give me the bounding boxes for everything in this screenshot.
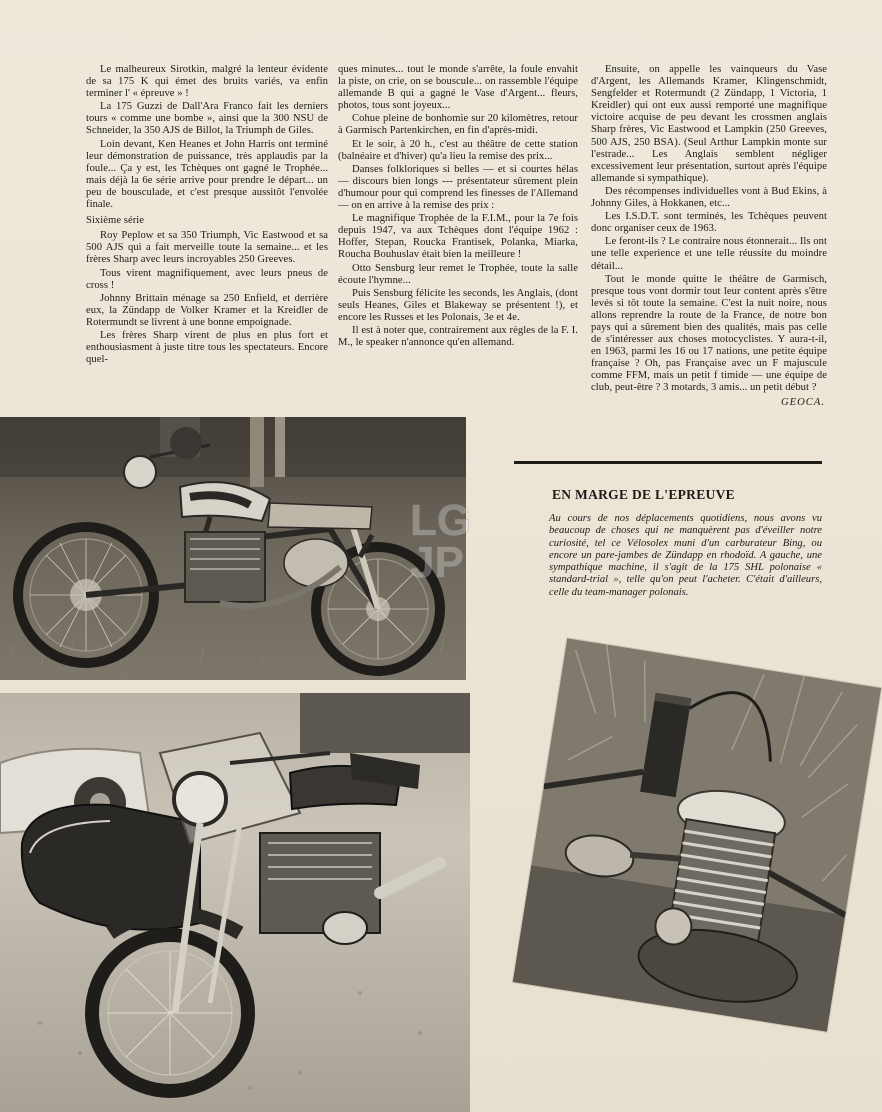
sidebar-title: EN MARGE DE L'EPREUVE xyxy=(552,487,735,502)
paragraph: Il est à noter que, contrairement aux règles de la F. I. M., le speaker n'annonce qu'en allemand. xyxy=(338,324,578,349)
article-column-2 xyxy=(338,64,578,350)
section-divider xyxy=(514,461,822,464)
paragraph: Les I.S.D.T. sont terminés, les Tchèques peuvent donc organiser ceux de 1963. xyxy=(591,211,827,235)
motorcycle-photo xyxy=(0,417,466,680)
article-column-1 xyxy=(86,64,328,367)
paragraph: Puis Sensburg félicite les seconds, les Anglais, (dont seuls Heanes, Giles et Blakeway se présentent !), et encore les Russes et les Polonais, 3e et 4e. xyxy=(338,287,578,323)
paragraph: Le magnifique Trophée de la F.I.M., pour la 7e fois depuis 1947, va aux Tchèques dont l'équipe 1962 : Hoffer, Stepan, Roucka Frantisek, Polanka, Miarka, Roucha Bouhuslav était bien la meilleure ! xyxy=(338,213,578,261)
paragraph: Cohue pleine de bonhomie sur 20 kilomètres, retour à Garmisch Partenkirchen, en fin d'après-midi. xyxy=(338,113,578,137)
paragraph: ques minutes... tout le monde s'arrête, la foule envahit la piste, on crie, on se bouscule... on rassemble l'équipe allemande B qui a gagné le Vase d'Argent... fleurs, photos, tous sont joyeux... xyxy=(338,64,578,112)
paragraph: Tous virent magnifiquement, avec leurs pneus de cross ! xyxy=(86,267,328,291)
paragraph: Les frères Sharp virent de plus en plus fort et enthousiasment à juste titre tous les spectateurs. Encore quel- xyxy=(86,329,328,366)
photo-frame xyxy=(498,645,882,1052)
paragraph: Des récompenses individuelles vont à Bud Ekins, à Johnny Giles, à Hokkanen, etc... xyxy=(591,185,827,210)
watermark-logo: LG JP xyxy=(410,496,472,587)
paragraph: Johnny Brittain ménage sa 250 Enfield, et derrière eux, la Zündapp de Volker Kramer et la Kreidler de Rotermundt se livrent à une bonne empoignade. xyxy=(86,292,328,328)
article-column-3 xyxy=(591,64,827,410)
paragraph: Ensuite, on appelle les vainqueurs du Vase d'Argent, les Allemands Kramer, Klingenschmidt, Sengfelder et Rotermundt (2 Zündapp, 1 Victoria, 1 Kreidler) qui ont eux aussi remporté une magnifique victoire acquise de peu devant les crossmen anglais Sharp frères, Vic Eastwood et Lampkin (250 Greeves, 500 AJS, 250 BSA). (Seul Arthur Lampkin monte sur l'estrade... Les Anglais semblent négliger excessivement leur présentation, surtout après l'équipe allemande si sympathique). xyxy=(591,64,827,184)
paragraph: Danses folkloriques si belles — et si courtes hélas — discours bien longs --- présentateur sûrement plein d'humour pour qui comprend les finesses de l'Allemand — on en arrive à la remise des prix : xyxy=(338,163,578,212)
paragraph: Tout le monde quitte le théâtre de Garmisch, presque tous vont dormir tout leur content après s'être levés si tôt toute la semaine. C'est la nuit noire, nous allons reprendre la route de la France, de notre bon pays qui a sûrement bien des qualités, mais pas celle de s'intéresser aux choses motocyclistes. Y aura-t-il, en 1963, parmi les 16 ou 17 nations, une petite équipe française ? Oh, pas Française avec un F majuscule comme FFM, mais un petit f timide — une équipe de club, peut-être ? 3 motards, 3 amis... un petit début ? xyxy=(591,273,827,394)
paragraph: Le feront-ils ? Le contraire nous étonnerait... Ils ont une telle experience et une telle réussite du moindre détail... xyxy=(591,236,827,272)
paragraph: Le malheureux Sirotkin, malgré la lenteur évidente de sa 175 K qui émet des bruits variés, va enfin terminer l' « épreuve » ! xyxy=(86,64,328,100)
author-signature: GEOCA. xyxy=(781,396,825,408)
sidebar-caption: Au cours de nos déplacements quotidiens, nous avons vu beaucoup de choses qui ne manquèrent pas d'éveiller notre curiosité, tel ce Vélosolex muni d'un carburateur Bing, ou encore un pare-jambes de Zündapp en rhodoïd. A gauche, une sympathique machine, il s'agit de la 175 SHL polonaise « standard-trial », telle qu'on peut l'acheter. C'était d'ailleurs, celle du team-manager polonais. xyxy=(549,513,822,598)
paragraph: Otto Sensburg leur remet le Trophée, toute la salle écoute l'hymne... xyxy=(338,262,578,286)
sidecar-motorcycle-photo xyxy=(0,693,470,1112)
section-subhead: Sixième série xyxy=(86,215,145,227)
paragraph: La 175 Guzzi de Dall'Ara Franco fait les derniers tours « comme une bombe », ainsi que la 300 NSU de Schneider, la 350 AJS de Billot, la Triumph de Giles. xyxy=(86,101,328,137)
paragraph: Et le soir, à 20 h., c'est au théâtre de cette station (balnéaire et d'hiver) qu'a lieu la remise des prix... xyxy=(338,138,578,162)
paragraph: Roy Peplow et sa 350 Triumph, Vic Eastwood et sa 500 AJS qui a fait merveille toute la semaine... et les frères Sharp avec leurs incroyables 250 Greeves. xyxy=(86,230,328,266)
paragraph: Loin devant, Ken Heanes et John Harris ont terminé leur démonstration de puissance, très applaudis par la foule... Ça y est, les Tchèques ont gagné le Trophée... mais déjà la 6e série arrive pour prendre le départ... un peu de bousculade, et c'est presque aussitôt l'envolée finale. xyxy=(86,138,328,211)
velosolex-engine-photo xyxy=(513,638,882,1031)
